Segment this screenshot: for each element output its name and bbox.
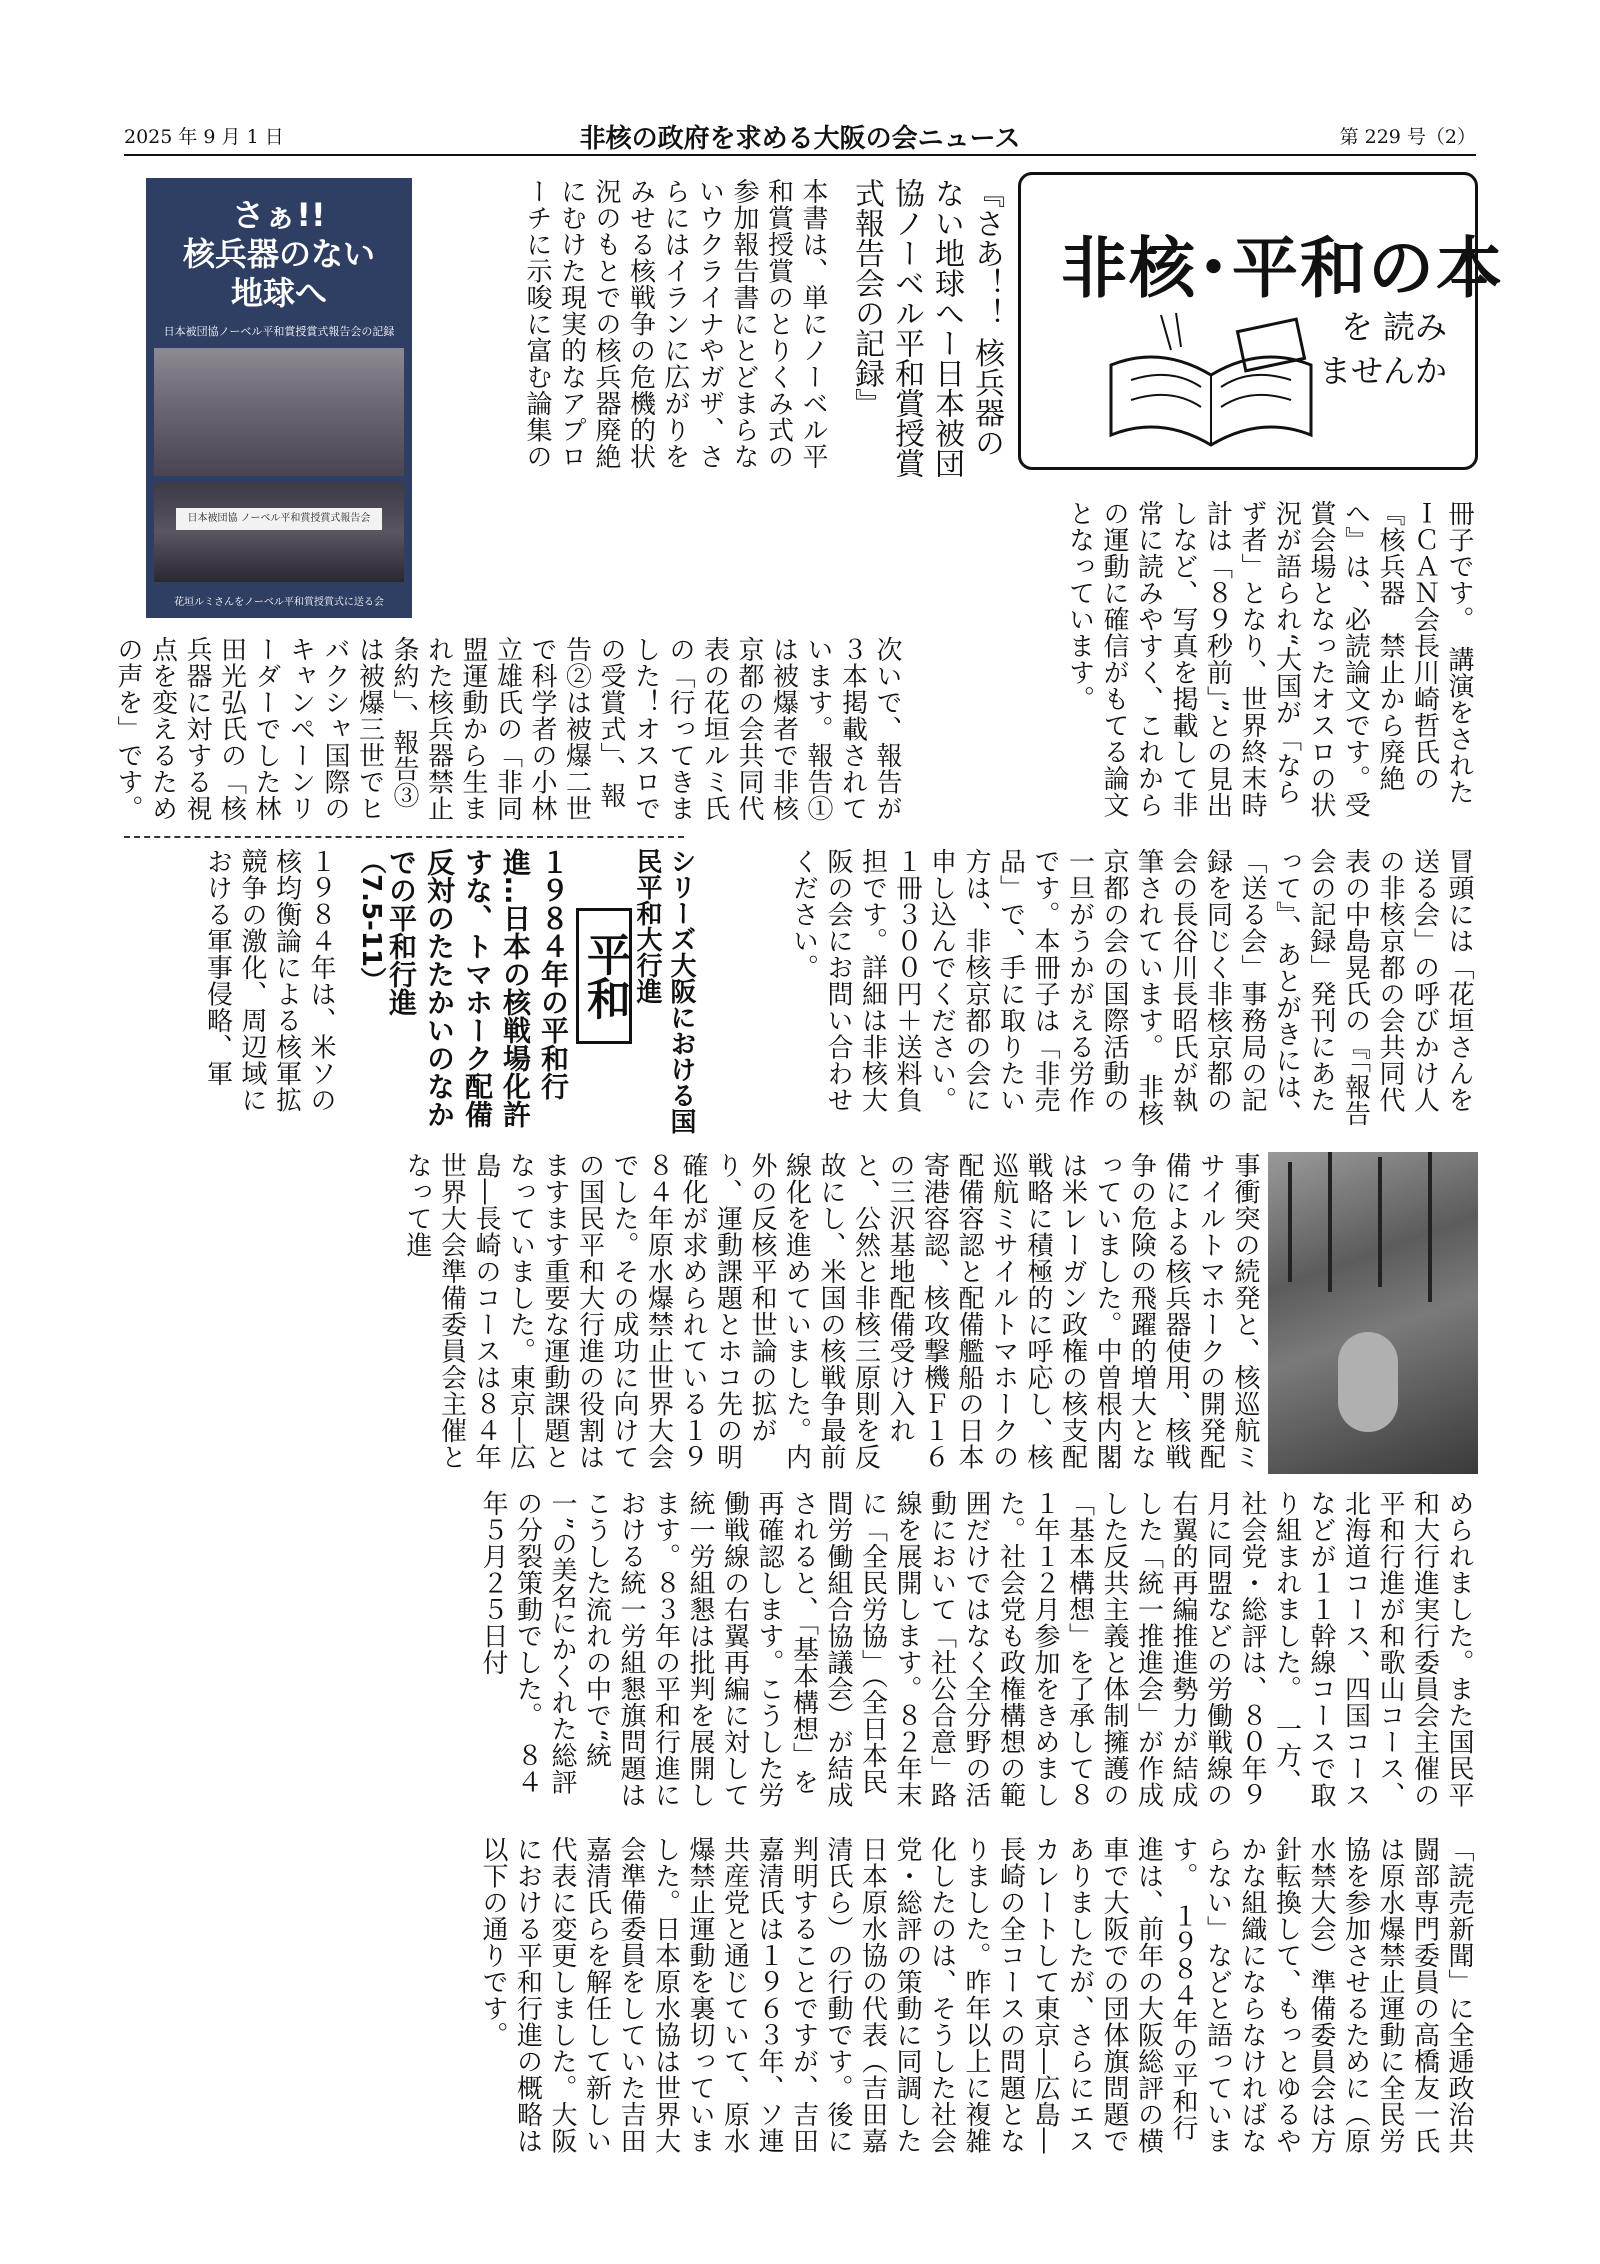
issue-date: 2025 年 9 月 1 日 — [124, 126, 284, 148]
peace-march-photo — [1268, 1152, 1478, 1474]
cover-banner: 日本被団協 ノーベル平和賞授賞式報告会 — [176, 508, 382, 530]
cover-subtitle: 日本被団協ノーベル平和賞授賞式報告会の記録 — [163, 325, 395, 338]
section-logo — [1018, 172, 1504, 470]
book-review-col-a: 本書は、単にノーベル平和賞授賞のとりくみ式の参加報告書にとどまらないウクライナやガザ、さらにはイランに広がりをみせる核戦争の危機的状況のもとでの核兵器廃絶にむけた現実的なアプローチに示唆に富む論集の — [522, 178, 828, 470]
series-col-3: められました。また国民平和大行進実行委員会主催の平和行進が和歌山コース、北海道コース、四国コースなどが１１幹線コースで取り組まれました。 一方、社会党・総評は、８０年９月に同盟などの労働戦線の右翼的再編推進勢力が結成した「統一推進会」が作成した反共主義と体制擁護の「基本構想」を了承して８１年１２月参加をきめました。社会党も政権構想の範囲だけではなく全分野の活動において「社公合意」路線を展開します。８２年末に「全民労協」（全日本民間労働組合協議会）が結成されると、「基本構想」を再確認します。こうした労働戦線の右翼再編に対して統一労組懇は批判を展開します。８３年の平和行進における統一労組懇旗問題はこうした流れの中で“統一”の美名にかくれた総評の分裂策動でした。 ８４年５月２５日付 — [478, 1490, 1474, 1808]
header-rule — [124, 154, 1476, 156]
series-badge: 平和 — [576, 908, 632, 1044]
cover-bottom-text: 花垣ルミさんをノーベル平和賞授賞式に送る会 — [174, 597, 384, 608]
book-review-col-c: 次いで、報告が３本掲載されています。報告①は被爆者で非核京都の会共同代表の花垣ルミ氏の「行ってきました！オスロでの受賞式」、報告②は被爆二世で科学者の小林立雄氏の「非同盟運動から生まれた核兵器禁止条約」、報告③は被爆三世でヒバクシャ国際のキャンペーンリーダーでした林田光弘氏の「核兵器に対する視点を変えるための声を」です。 — [113, 636, 902, 822]
logo-subtitle: を 読み ませんか — [1318, 308, 1447, 390]
cover-photo-bottom — [154, 482, 404, 582]
series-col-1: １９８４年は、米ソの核均衡論による核軍拡競争の激化、周辺域における軍事侵略、軍 — [202, 848, 336, 1113]
newsletter-title: 非核の政府を求める大阪の会ニュース — [579, 124, 1021, 154]
cover-photo-top — [154, 348, 404, 476]
book-review-title: 『さあ！！ 核兵器のない地球へー日本被団協ノーベル平和賞授賞式報告会の記録』 — [849, 178, 1004, 478]
series-ref: （7.5-11） — [356, 848, 386, 994]
section-separator — [124, 836, 684, 838]
series-col-2: 事衝突の続発と、核巡航ミサイルトマホークの開発配備による核兵器使用、核戦争の危険の飛躍的増大となっていました。中曽根内閣は米レーガン政権の核支配戦略に積極的に呼応し、核巡航ミサイルトマホークの配備容認と配備艦船の日本寄港容認、核攻撃機Ｆ１６の三沢基地配備受け入れと、公然と非核三原則を反故にし、米国の核戦争最前線化を進めていました。内外の反核平和世論の拡がり、運動課題とホコ先の明確化が求められている１９８４年原水爆禁止世界大会でした。その成功に向けての国民平和大行進の役割はますます重要な運動課題となっていました。東京―広島―長崎のコースは８４年世界大会準備委員会主催となって進 — [402, 1152, 1260, 1470]
series-col-4: 「読売新聞」に全逓政治共闘部専門委員の高橋友一氏は原水爆禁止運動に全民労協を参加させるために（原水禁大会）準備委員会は方針転換して、もっとゆるやかな組織にならなければならない」などと語っています。 １９８４年の平和行進は、前年の大阪総評の横車で大阪での団体旗問題でありましたが、さらにエスカレートして東京―広島―長崎の全コースの問題となりました。昨年以上に複雑化したのは、そうした社会党・総評の策動に同調した日本原水協の代表（吉田嘉清氏ら）の行動です。後に判明することですが、吉田嘉清氏は１９６３年、ソ連共産党と通じていて、原水爆禁止運動を裏切っていました。日本原水協は世界大会準備委員をしていた吉田嘉清氏らを解任して新しい代表に変更しました。大阪における平和行進の概略は以下の通りです。 — [478, 1836, 1474, 2154]
page-header — [124, 118, 1476, 154]
book-review-col-d: 冒頭には「花垣さんを送る会」の呼びかけ人の非核京都の会共同代表の中島晃氏の『「報告会の記録」発刊にあたって』、あとがきには、「送る会」事務局の記録を同じく非核京都の会の長谷川長昭氏が執筆されています。 非核京都の会の国際活動の一旦がうかがえる労作です。本冊子は「非売品」で、手に取りたい方は、非核京都の会に申し込んでください。１冊３００円＋送料負担です。詳細は非核大阪の会にお問い合わせください。 — [788, 848, 1474, 1127]
issue-number: 第 229 号（2） — [1339, 126, 1476, 148]
open-book-icon — [1101, 305, 1321, 455]
cover-title: さぁ!! 核兵器のない 地球へ — [182, 196, 375, 312]
book-review-col-b: 冊子です。 講演をされたＩＣＡＮ会長川崎哲氏の『核兵器 禁止から廃絶へ』は、必読論文です。受賞会場となったオスロの状況が語られ“大国が「ならず者」となり、世界終末時計は「８９秒前」”との見出しなど、写真を掲載して非常に読みやすく、これからの運動に確信がもてる論文となっています。 — [1064, 500, 1474, 819]
series-title: １９８４年の平和行進…日本の核戦場化許すな、トマホーク配備反対のたたかいのなかでの平和行進 — [385, 848, 570, 1128]
series-intro: シリーズ大阪における国民平和大行進 — [632, 848, 696, 1134]
book-cover-image — [146, 178, 412, 618]
logo-title: 非核･平和の本 — [1061, 230, 1504, 307]
